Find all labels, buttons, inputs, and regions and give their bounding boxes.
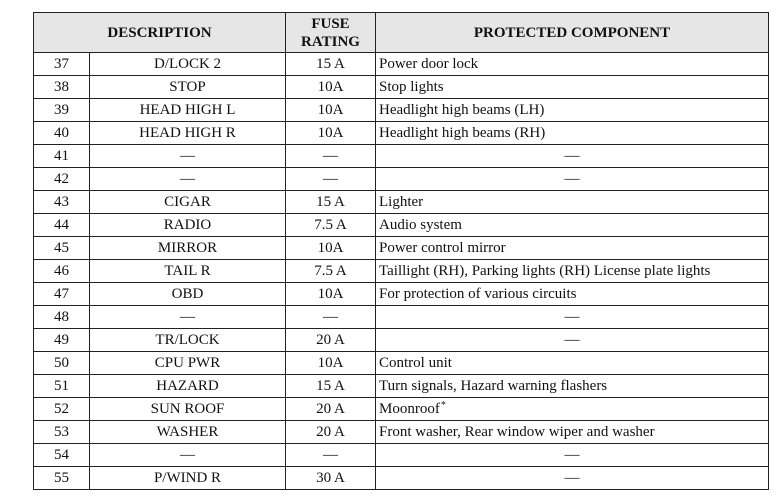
fuse-rating: 15 A [286,53,376,76]
fuse-rating: — [286,145,376,168]
fuse-number: 42 [34,168,90,191]
fuse-description: CIGAR [90,191,286,214]
fuse-number: 37 [34,53,90,76]
fuse-description: WASHER [90,421,286,444]
fuse-rating: 7.5 A [286,260,376,283]
fuse-number: 40 [34,122,90,145]
fuse-description: HEAD HIGH R [90,122,286,145]
protected-component-text: — [564,469,580,486]
fuse-rating: 10A [286,122,376,145]
fuse-description: D/LOCK 2 [90,53,286,76]
fuse-rating: 15 A [286,191,376,214]
fuse-description: RADIO [90,214,286,237]
fuse-number: 55 [34,467,90,490]
fuse-number: 52 [34,398,90,421]
fuse-rating: 20 A [286,421,376,444]
protected-component-text: Power control mirror [379,239,506,256]
protected-component [376,145,769,168]
protected-component [376,398,769,421]
fuse-number: 46 [34,260,90,283]
protected-component-text: Lighter [379,193,424,210]
protected-component-text: Power door lock [379,55,479,72]
protected-component-text: Control unit [379,354,452,371]
protected-component-text: Audio system [379,216,462,233]
fuse-number: 38 [34,76,90,99]
protected-component [376,191,769,214]
fuse-rating: 10A [286,352,376,375]
fuse-description: STOP [90,76,286,99]
table-row [34,191,769,214]
protected-component [376,76,769,99]
protected-component-text: Headlight high beams (LH) [379,101,545,118]
fuse-rating: — [286,444,376,467]
protected-component-text: — [564,147,580,164]
fuse-number: 47 [34,283,90,306]
table-row [34,329,769,352]
protected-component [376,168,769,191]
table-row [34,467,769,490]
table-row [34,375,769,398]
table-row [34,53,769,76]
fuse-number: 51 [34,375,90,398]
protected-component [376,444,769,467]
protected-component-text: For protection of various circuits [379,285,577,302]
fuse-description: P/WIND R [90,467,286,490]
fuse-rating: 10A [286,283,376,306]
protected-component-text: Headlight high beams (RH) [379,124,546,141]
fuse-description: — [90,168,286,191]
table-row [34,237,769,260]
header-row [34,13,769,53]
protected-component-text: Stop lights [379,78,444,95]
table-row [34,168,769,191]
fuse-number: 44 [34,214,90,237]
protected-component [376,329,769,352]
fuse-rating: — [286,168,376,191]
table-row [34,306,769,329]
fuse-rating: 10A [286,99,376,122]
protected-component [376,467,769,490]
protected-component [376,99,769,122]
protected-component [376,237,769,260]
fuse-number: 41 [34,145,90,168]
fuse-number: 49 [34,329,90,352]
fuse-description: — [90,306,286,329]
table-row [34,122,769,145]
fuse-description: CPU PWR [90,352,286,375]
fuse-rating: 10A [286,237,376,260]
header-fuse-rating-line2: RATING [301,33,360,50]
fuse-number: 43 [34,191,90,214]
fuse-description: TAIL R [90,260,286,283]
protected-component [376,352,769,375]
fuse-rating: 20 A [286,398,376,421]
fuse-description: — [90,444,286,467]
protected-component-text: — [564,331,580,348]
fuse-description: OBD [90,283,286,306]
fuse-table [33,12,769,490]
table-row [34,145,769,168]
protected-component-text: Turn signals, Hazard warning flashers [379,377,608,394]
protected-component-text: Taillight (RH), Parking lights (RH) License plate lights [379,262,711,279]
fuse-number: 39 [34,99,90,122]
protected-component-text: Moonroof [379,400,440,417]
fuse-number: 50 [34,352,90,375]
fuse-description: SUN ROOF [90,398,286,421]
fuse-rating: 20 A [286,329,376,352]
protected-component [376,283,769,306]
protected-component-text: — [564,308,580,325]
header-fuse-rating-line1: FUSE [311,15,350,32]
protected-component [376,53,769,76]
protected-component [376,306,769,329]
protected-component-text: — [564,446,580,463]
fuse-rating: 10A [286,76,376,99]
table-row [34,444,769,467]
fuse-description: HEAD HIGH L [90,99,286,122]
fuse-description: TR/LOCK [90,329,286,352]
fuse-table-body [34,53,769,490]
protected-component [376,122,769,145]
table-row [34,214,769,237]
fuse-number: 45 [34,237,90,260]
protected-component-text: Front washer, Rear window wiper and washer [379,423,655,440]
footnote-marker: * [440,399,446,411]
table-row [34,398,769,421]
fuse-description: HAZARD [90,375,286,398]
table-row [34,76,769,99]
fuse-rating: 15 A [286,375,376,398]
protected-component [376,421,769,444]
protected-component [376,260,769,283]
table-row [34,99,769,122]
fuse-description: — [90,145,286,168]
table-row [34,421,769,444]
header-description: DESCRIPTION [34,13,286,53]
table-row [34,260,769,283]
protected-component-text: — [564,170,580,187]
header-fuse-rating [286,13,376,53]
fuse-number: 53 [34,421,90,444]
fuse-table-header [34,13,769,53]
header-protected-component: PROTECTED COMPONENT [376,13,769,53]
fuse-number: 48 [34,306,90,329]
fuse-description: MIRROR [90,237,286,260]
protected-component [376,214,769,237]
fuse-number: 54 [34,444,90,467]
table-row [34,352,769,375]
fuse-rating: 30 A [286,467,376,490]
protected-component [376,375,769,398]
table-row [34,283,769,306]
fuse-rating: 7.5 A [286,214,376,237]
fuse-rating: — [286,306,376,329]
